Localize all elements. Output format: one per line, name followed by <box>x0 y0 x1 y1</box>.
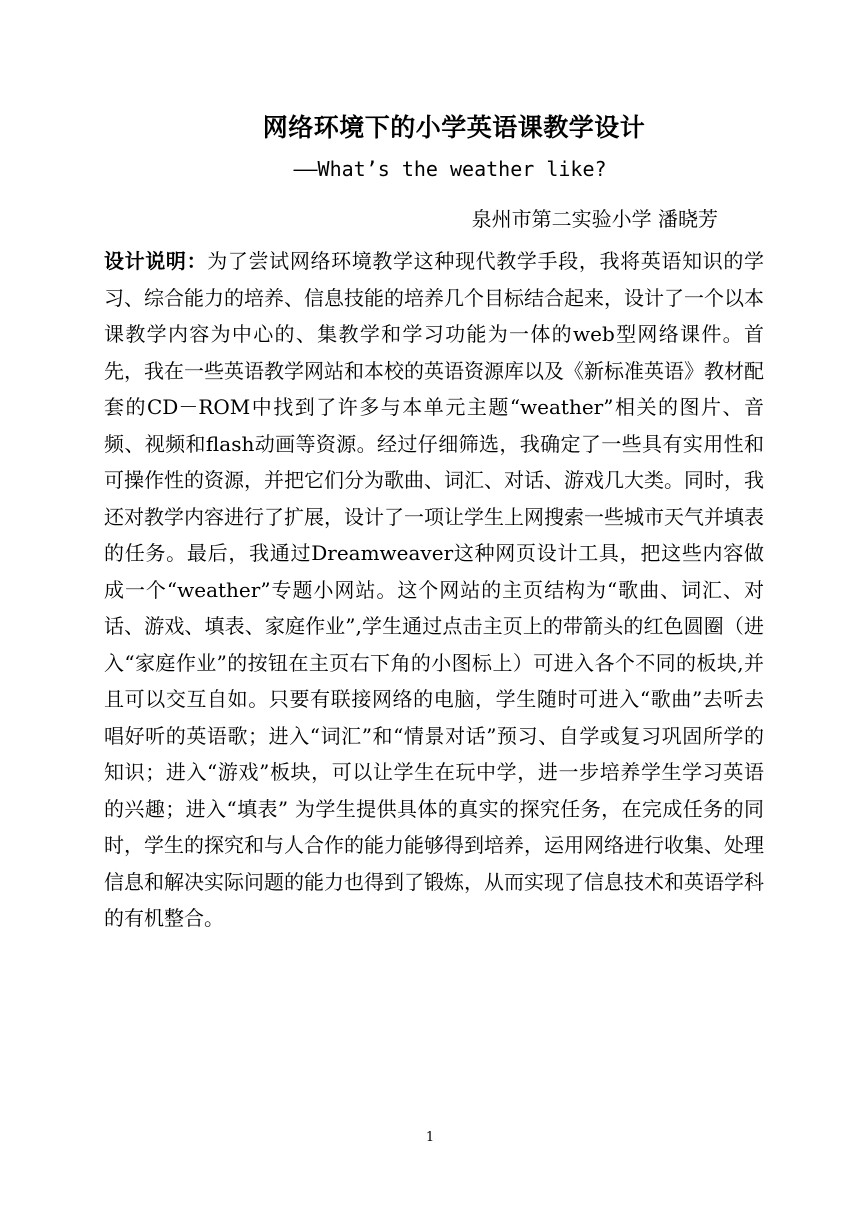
page-number: 1 <box>425 1130 435 1145</box>
author-line: 泉州市第二实验小学 潘晓芳 <box>471 207 718 231</box>
design-note-paragraph <box>104 243 764 937</box>
document-subtitle: ——What’s the weather like? <box>293 157 607 181</box>
design-note-text: 为了尝试网络环境教学这种现代教学手段，我将英语知识的学习、综合能力的培养、信息技能的培养几个目标结合起来，设计了一个以本课教学内容为中心的、集教学和学习功能为一体的web型网络课件。首先，我在一些英语教学网站和本校的英语资源库以及《新标准英语》教材配套的CD－ROM中找到了许多与本单元主题“weather”相关的图片、音频、视频和flash动画等资源。经过仔细筛选，我确定了一些具有实用性和可操作性的资源，并把它们分为歌曲、词汇、对话、游戏几大类。同时，我还对教学内容进行了扩展，设计了一项让学生上网搜索一些城市天气并填表的任务。最后，我通过Dreamweaver这种网页设计工具，把这些内容做成一个“weather”专题小网站。这个网站的主页结构为“歌曲、词汇、对话、游戏、填表、家庭作业”,学生通过点击主页上的带箭头的红色圆圈（进入“家庭作业”的按钮在主页右下角的小图标上）可进入各个不同的板块,并且可以交互自如。只要有联接网络的电脑，学生随时可进入“歌曲”去听去唱好听的英语歌；进入“词汇”和“情景对话”预习、自学或复习巩固所学的知识；进入“游戏”板块，可以让学生在玩中学，进一步培养学生学习英语的兴趣；进入“填表” 为学生提供具体的真实的探究任务，在完成任务的同时，学生的探究和与人合作的能力能够得到培养，运用网络进行收集、处理信息和解决实际问题的能力也得到了锻炼，从而实现了信息技术和英语学科的有机整合。 <box>104 249 765 930</box>
design-note-lead: 设计说明： <box>104 249 208 273</box>
document-title: 网络环境下的小学英语课教学设计 <box>262 113 646 142</box>
